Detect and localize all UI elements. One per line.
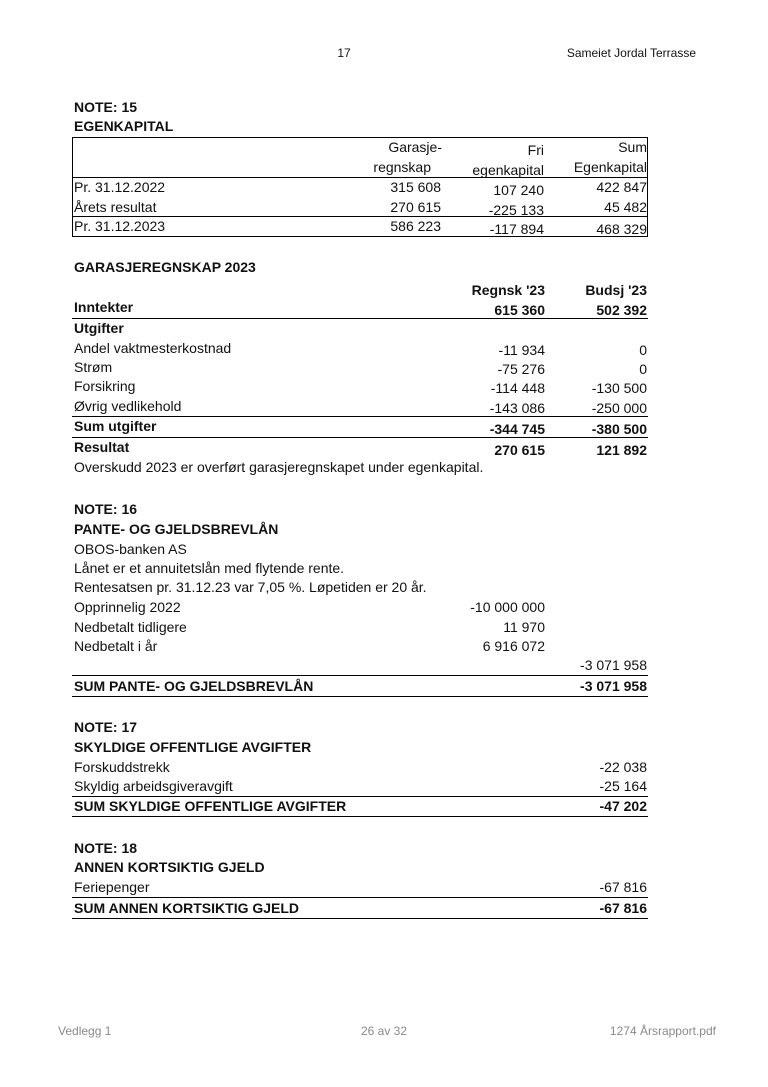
expense-regnsk: -114 448 — [490, 380, 545, 396]
cell-sum: 422 847 — [596, 179, 647, 195]
loan-label: Nedbetalt i år — [74, 638, 158, 654]
cell-fri: -117 894 — [489, 221, 544, 237]
expense-regnsk: -11 934 — [498, 342, 545, 358]
row-label: Årets resultat — [74, 199, 157, 215]
cell-sum: 45 482 — [604, 199, 647, 215]
garasje-note: Overskudd 2023 er overført garasjeregnskapet under egenkapital. — [74, 459, 484, 475]
cell-fri: 107 240 — [493, 182, 544, 198]
note17-title: SKYLDIGE OFFENTLIGE AVGIFTER — [74, 739, 312, 755]
tax-value: -25 164 — [599, 778, 647, 794]
loan-value: 6 916 072 — [482, 638, 545, 654]
footer-page-count: 26 av 32 — [360, 1024, 408, 1038]
note15-title: EGENKAPITAL — [74, 118, 174, 134]
note15-number: NOTE: 15 — [74, 99, 138, 115]
note16-desc2: Rentesatsen pr. 31.12.23 var 7,05 %. Løpetiden er 20 år. — [74, 579, 427, 595]
col-fri-line2: egenkapital — [472, 162, 544, 178]
cell-garasje: 270 615 — [390, 199, 441, 215]
expense-budsj: 0 — [639, 361, 647, 377]
footer-attachment: Vedlegg 1 — [58, 1024, 112, 1038]
expense-budsj: 0 — [639, 342, 647, 358]
expense-budsj: -250 000 — [591, 400, 647, 416]
note16-number: NOTE: 16 — [74, 501, 138, 517]
note16-sum-label: SUM PANTE- OG GJELDSBREVLÅN — [74, 678, 314, 694]
resultat-label: Resultat — [74, 439, 130, 455]
resultat-regnsk: 270 615 — [494, 442, 545, 458]
loan-subtotal: -3 071 958 — [580, 657, 647, 673]
garasje-title: GARASJEREGNSKAP 2023 — [74, 259, 256, 275]
note18-sum-value: -67 816 — [599, 900, 647, 916]
col-fri-line1: Fri — [527, 142, 544, 158]
col-budsj-header: Budsj '23 — [585, 282, 647, 298]
note18-title: ANNEN KORTSIKTIG GJELD — [74, 859, 265, 875]
inntekter-label: Inntekter — [74, 299, 134, 315]
cell-sum: 468 329 — [596, 221, 647, 237]
expense-label: Forsikring — [74, 378, 136, 394]
loan-value: 11 970 — [503, 619, 545, 635]
col-regnsk-header: Regnsk '23 — [471, 282, 545, 298]
cell-garasje: 586 223 — [390, 218, 441, 234]
debt-label: Feriepenger — [74, 879, 150, 895]
sum-utgifter-budsj: -380 500 — [591, 421, 647, 437]
note18-sum-label: SUM ANNEN KORTSIKTIG GJELD — [74, 900, 300, 916]
resultat-budsj: 121 892 — [596, 442, 647, 458]
col-garasje-line1: Garasje- — [388, 139, 442, 155]
sum-utgifter-label: Sum utgifter — [74, 418, 157, 434]
col-sum-line1: Sum — [618, 139, 647, 155]
note17-sum-value: -47 202 — [599, 798, 647, 814]
cell-garasje: 315 608 — [390, 179, 441, 195]
tax-label: Forskuddstrekk — [74, 759, 170, 775]
row-label: Pr. 31.12.2023 — [74, 218, 166, 234]
cell-fri: -225 133 — [488, 202, 544, 218]
page-number: 17 — [337, 46, 351, 60]
tax-value: -22 038 — [599, 759, 647, 775]
debt-value: -67 816 — [599, 879, 647, 895]
col-garasje-line2: regnskap — [373, 159, 431, 175]
expense-regnsk: -143 086 — [489, 400, 545, 416]
expense-regnsk: -75 276 — [497, 361, 545, 377]
inntekter-regnsk: 615 360 — [494, 302, 545, 318]
note16-title: PANTE- OG GJELDSBREVLÅN — [74, 521, 279, 537]
sum-utgifter-regnsk: -344 745 — [489, 421, 545, 437]
note16-sum-value: -3 071 958 — [580, 678, 647, 694]
association-name: Sameiet Jordal Terrasse — [566, 46, 696, 60]
note16-bank: OBOS-banken AS — [74, 541, 187, 557]
inntekter-budsj: 502 392 — [596, 302, 647, 318]
utgifter-label: Utgifter — [74, 320, 124, 336]
note17-sum-label: SUM SKYLDIGE OFFENTLIGE AVGIFTER — [74, 798, 347, 814]
row-label: Pr. 31.12.2022 — [74, 179, 166, 195]
note18-number: NOTE: 18 — [74, 840, 138, 856]
loan-label: Opprinnelig 2022 — [74, 599, 181, 615]
expense-label: Andel vaktmesterkostnad — [74, 340, 232, 356]
note16-desc1: Lånet er et annuitetslån med flytende rente. — [74, 560, 345, 576]
loan-label: Nedbetalt tidligere — [74, 619, 187, 635]
col-sum-line2: Egenkapital — [573, 159, 647, 175]
expense-label: Strøm — [74, 359, 113, 375]
loan-value: -10 000 000 — [470, 599, 545, 615]
expense-budsj: -130 500 — [591, 380, 647, 396]
expense-label: Øvrig vedlikehold — [74, 398, 182, 414]
footer-filename: 1274 Årsrapport.pdf — [609, 1024, 716, 1038]
tax-label: Skyldig arbeidsgiveravgift — [74, 778, 233, 794]
note17-number: NOTE: 17 — [74, 719, 138, 735]
